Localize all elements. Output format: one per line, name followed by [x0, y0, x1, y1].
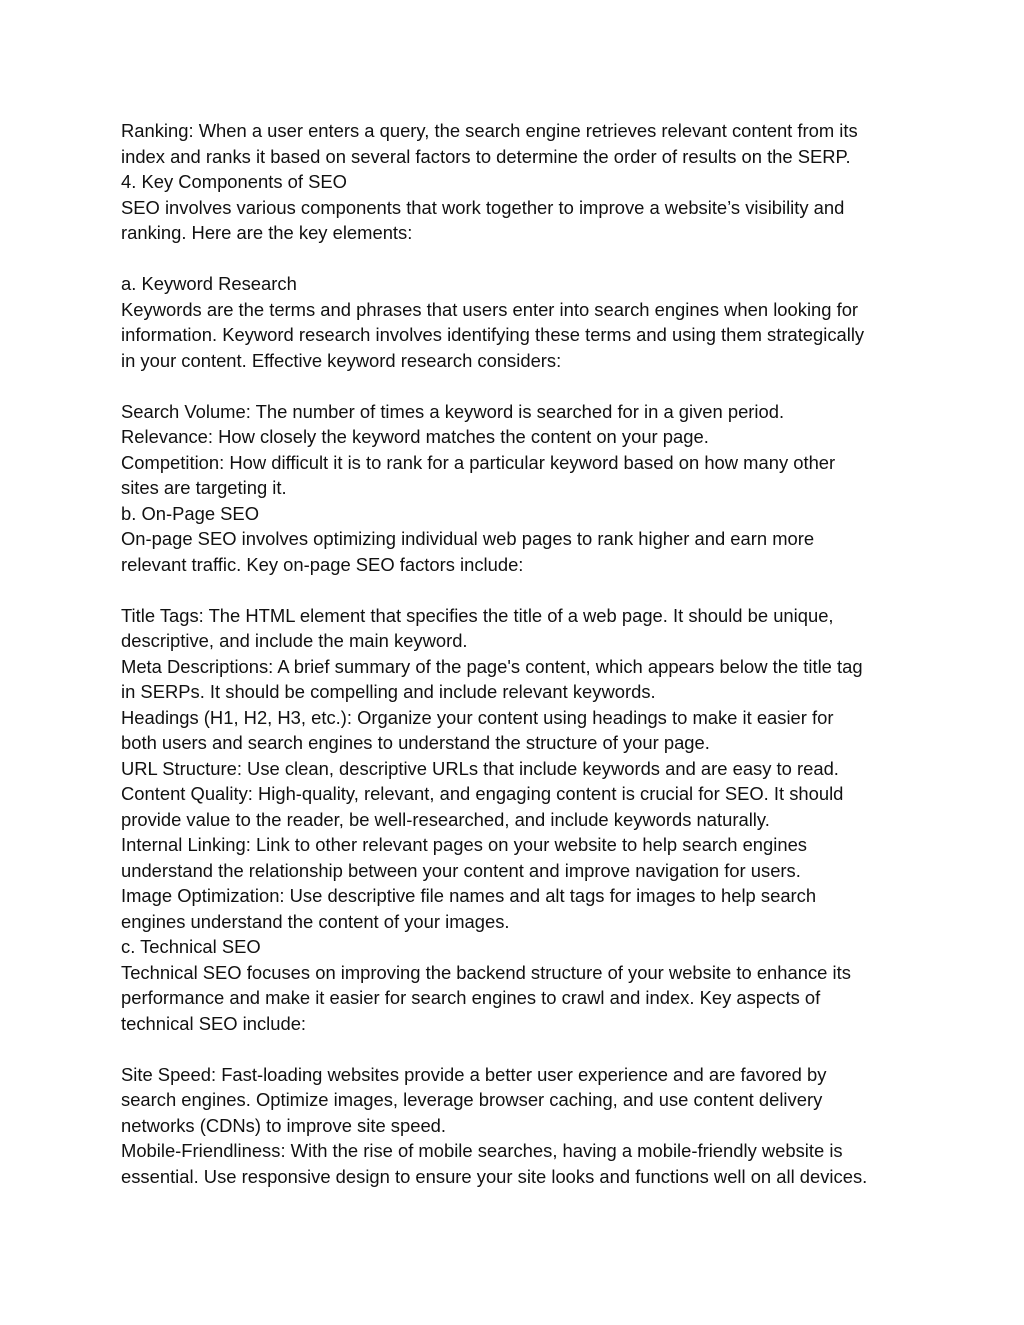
text-line: Technical SEO focuses on improving the backend structure of your website to enhance its: [121, 961, 851, 983]
paragraph: [121, 424, 921, 450]
text-line: in your content. Effective keyword research considers:: [121, 349, 562, 371]
paragraph: [121, 169, 921, 195]
text-line: Meta Descriptions: A brief summary of the page's content, which appears below the title tag: [121, 655, 863, 677]
paragraph: [121, 271, 921, 297]
text-line: relevant traffic. Key on-page SEO factors include:: [121, 553, 524, 575]
paragraph: [121, 1062, 921, 1139]
text-line: both users and search engines to understand the structure of your page.: [121, 732, 710, 753]
text-line: performance and make it easier for search engines to crawl and index. Key aspects of: [121, 987, 821, 1008]
paragraph: [121, 118, 921, 169]
paragraph: [121, 195, 921, 246]
text-line: essential. Use responsive design to ensure your site looks and functions well on all devices.: [121, 1165, 868, 1187]
text-line: On-page SEO involves optimizing individual web pages to rank higher and earn more: [121, 528, 815, 549]
text-line: Title Tags: The HTML element that specifies the title of a web page. It should be unique,: [121, 604, 834, 626]
paragraph-spacer: [121, 1036, 921, 1062]
text-line: technical SEO include:: [121, 1012, 307, 1034]
paragraph: [121, 450, 921, 501]
text-line: a. Keyword Research: [121, 273, 297, 294]
paragraph-spacer: [121, 246, 921, 272]
text-line: Image Optimization: Use descriptive file names and alt tags for images to help search: [121, 885, 817, 906]
paragraph: [121, 654, 921, 705]
paragraph: [121, 501, 921, 527]
text-line: networks (CDNs) to improve site speed.: [121, 1114, 447, 1136]
paragraph: [121, 526, 921, 577]
paragraph: [121, 399, 921, 425]
text-line: 4. Key Components of SEO: [121, 171, 347, 192]
text-line: Content Quality: High-quality, relevant, and engaging content is crucial for SEO. It should: [121, 783, 844, 804]
text-line: sites are targeting it.: [121, 477, 287, 498]
text-line: index and ranks it based on several factors to determine the order of results on the SERP.: [121, 145, 851, 167]
text-line: Internal Linking: Link to other relevant pages on your website to help search engines: [121, 834, 807, 855]
text-line: search engines. Optimize images, leverage browser caching, and use content delivery: [121, 1089, 823, 1110]
text-line: URL Structure: Use clean, descriptive URLs that include keywords and are easy to read.: [121, 757, 839, 779]
text-line: in SERPs. It should be compelling and include relevant keywords.: [121, 681, 656, 702]
text-line: engines understand the content of your images.: [121, 910, 510, 932]
text-line: c. Technical SEO: [121, 936, 261, 957]
text-line: Mobile-Friendliness: With the rise of mobile searches, having a mobile-friendly website is: [121, 1140, 843, 1161]
text-line: Ranking: When a user enters a query, the search engine retrieves relevant content from its: [121, 120, 858, 141]
paragraph: [121, 883, 921, 934]
text-line: understand the relationship between your content and improve navigation for users.: [121, 859, 801, 881]
text-line: Search Volume: The number of times a keyword is searched for in a given period.: [121, 400, 785, 422]
paragraph: [121, 1138, 921, 1189]
text-line: descriptive, and include the main keyword.: [121, 630, 468, 651]
paragraph-spacer: [121, 373, 921, 399]
paragraph: [121, 705, 921, 756]
paragraph: [121, 934, 921, 960]
text-line: information. Keyword research involves identifying these terms and using them strategically: [121, 324, 865, 345]
text-line: SEO involves various components that work together to improve a website’s visibility and: [121, 196, 845, 218]
text-line: b. On-Page SEO: [121, 502, 260, 524]
paragraph: [121, 781, 921, 832]
text-line: Keywords are the terms and phrases that users enter into search engines when looking for: [121, 298, 859, 320]
paragraph: [121, 832, 921, 883]
paragraph: [121, 960, 921, 1037]
paragraph: [121, 297, 921, 374]
paragraph: [121, 603, 921, 654]
text-line: Relevance: How closely the keyword matches the content on your page.: [121, 426, 709, 447]
text-line: ranking. Here are the key elements:: [121, 222, 413, 243]
text-line: Competition: How difficult it is to rank for a particular keyword based on how many other: [121, 451, 836, 473]
text-line: provide value to the reader, be well-researched, and include keywords naturally.: [121, 808, 770, 830]
paragraph-spacer: [121, 577, 921, 603]
text-line: Headings (H1, H2, H3, etc.): Organize your content using headings to make it easier for: [121, 706, 834, 728]
paragraph: [121, 756, 921, 782]
document-page: [121, 118, 921, 1189]
text-line: Site Speed: Fast-loading websites provide a better user experience and are favored by: [121, 1063, 827, 1085]
